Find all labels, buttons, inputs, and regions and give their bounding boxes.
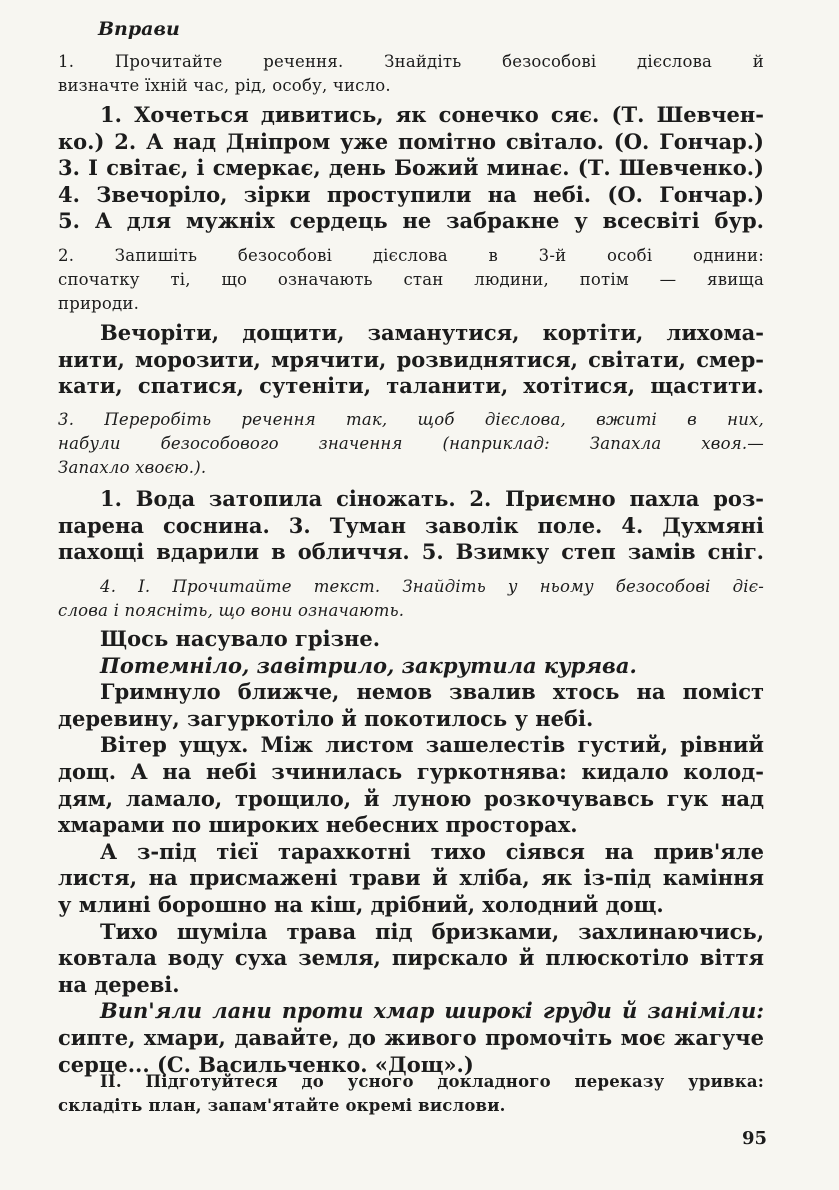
text-line: 1. Хочеться дивитись, як сонечко сяє. (Т. Шевчен- <box>100 102 764 127</box>
text-line: сипте, хмари, давайте, до живого промочіть моє жагуче <box>58 1024 764 1050</box>
text-line: дям, ламало, трощило, й луною розкочувавсь гук над <box>58 785 764 811</box>
exercise-4-text <box>58 626 764 1078</box>
text-line: 1. Вода затопила сіножать. 2. Приємно пахла роз- <box>100 486 764 511</box>
text-line: Гримнуло ближче, немов звалив хтось на поміст <box>100 679 764 705</box>
text-line: листя, на присмажені трави й хліба, як із-під каміння <box>58 865 764 891</box>
task-line: 4. І. Прочитайте текст. Знайдіть у ньому безособові діє- <box>100 577 764 596</box>
exercise-1-text <box>58 102 764 235</box>
task-line: 1. Прочитайте речення. Знайдіть безособові дієслова й <box>58 52 764 71</box>
text-line: кати, спатися, сутеніти, таланити, хотітися, щастити. <box>58 373 764 399</box>
task-line: 2. Запишіть безособові дієслова в 3-й особі однини: <box>58 246 764 265</box>
text-line: на дереві. <box>58 971 180 997</box>
task-line: Запахло хвоєю.). <box>58 458 207 477</box>
task-line: спочатку ті, що означають стан людини, потім — явища <box>58 270 764 289</box>
text-line: Вип'яли лани проти хмар широкі груди й заніміли: <box>100 998 764 1024</box>
section-heading: Вправи <box>98 18 180 40</box>
exercise-3-task <box>58 408 764 480</box>
task-line: природи. <box>58 294 140 313</box>
text-line: Потемніло, завітрило, закрутила курява. <box>100 652 637 678</box>
text-line: 3. І світає, і смеркає, день Божий минає. (Т. Шевченко.) <box>58 155 764 181</box>
text-line: Вечоріти, дощити, заманутися, кортіти, лихома- <box>100 320 764 345</box>
task-line: 3. Переробіть речення так, щоб дієслова, вжиті в них, <box>58 410 764 429</box>
text-line: хмарами по широких небесних просторах. <box>58 812 578 838</box>
text-line: ко.) 2. А над Дніпром уже помітно світало. (О. Гончар.) <box>58 128 764 154</box>
page-number: 95 <box>742 1128 768 1149</box>
task-line: складіть план, запам'ятайте окремі вислови. <box>58 1096 506 1115</box>
exercise-2-task <box>58 244 764 316</box>
text-line: 4. Звечоріло, зірки проступили на небі. (О. Гончар.) <box>58 181 764 207</box>
exercise-1-task <box>58 50 764 98</box>
text-line: нити, морозити, мрячити, розвиднятися, світати, смер- <box>58 346 764 372</box>
exercise-3-text <box>58 486 764 566</box>
text-line: дощ. А на небі зчинилась гуркотнява: кидало колод- <box>58 758 764 784</box>
text-line: у млині борошно на кіш, дрібний, холодний дощ. <box>58 891 664 917</box>
text-line: серце... (С. Васильченко. «Дощ».) <box>58 1051 474 1077</box>
task-line: визначте їхній час, рід, особу, число. <box>58 76 391 95</box>
text-line: ковтала воду суха земля, пирскало й плюскотіло віття <box>58 945 764 971</box>
task-line: слова і поясніть, що вони означають. <box>58 601 405 620</box>
text-line: 5. А для мужніх сердець не забракне у всесвіті бур. <box>58 208 764 234</box>
task-line: набули безособового значення (наприклад: Запахла хвоя.— <box>58 434 764 453</box>
text-line: парена соснина. 3. Туман заволік поле. 4. Духмяні <box>58 512 764 538</box>
exercise-2-text <box>58 320 764 400</box>
text-line: Тихо шуміла трава під бризками, захлинаючись, <box>100 918 764 944</box>
text-line: пахощі вдарили в обличчя. 5. Взимку степ замів сніг. <box>58 539 764 565</box>
text-line: деревину, загуркотіло й покотилось у небі. <box>58 705 594 731</box>
exercise-4-task <box>58 575 764 623</box>
task-line: ІІ. Підготуйтеся до усного докладного переказу уривка: <box>100 1072 764 1091</box>
text-line: Щось насувало грізне. <box>100 626 381 651</box>
text-line: А з-під тієї тарахкотні тихо сіявся на прив'яле <box>100 838 764 864</box>
exercise-4-task-2 <box>58 1070 764 1118</box>
text-line: Вітер ущух. Між листом зашелестів густий, рівний <box>100 732 764 758</box>
